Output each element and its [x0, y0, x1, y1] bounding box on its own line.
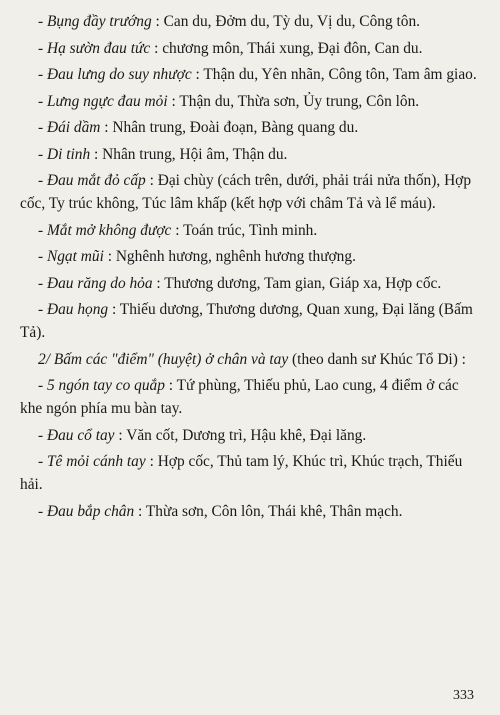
entry [20, 169, 478, 215]
entry-term: - Ngạt mũi [38, 248, 104, 265]
entry-text: : chương môn, Thái xung, Đại đôn, Can du. [150, 39, 423, 57]
entry [20, 63, 478, 86]
entry-text: : Thận du, Yên nhãn, Công tôn, Tam âm giao. [191, 66, 477, 83]
entry-text: : Nhân trung, Hội âm, Thận du. [90, 145, 288, 163]
section-title: 2/ Bấm các "điểm" (huyệt) ở chân và tay [38, 350, 289, 368]
entry-text: : Văn cốt, Dương trì, Hậu khê, Đại lăng. [114, 426, 367, 444]
entry-term: - Bụng đầy trướng [38, 13, 152, 30]
entry-term: - Di tinh [38, 145, 91, 163]
entries-list [20, 10, 478, 526]
entry [20, 272, 478, 295]
section-heading [20, 348, 478, 371]
entry-term: - Đau cổ tay [38, 426, 115, 444]
entry-term: - Đau bắp chân [38, 502, 135, 520]
entry-term: - Lưng ngực đau mỏi [38, 92, 168, 110]
entry-text: : Can du, Đởm du, Tỳ du, Vị du, Công tôn. [151, 13, 421, 30]
entry [20, 10, 478, 33]
entry-term: - Đái dầm [38, 119, 101, 136]
entry-text: : Hợp cốc, Thủ tam lý, Khúc trì, Khúc trạch, Thiếu hải. [20, 453, 463, 493]
entry [20, 424, 478, 447]
entry-text: : Nghênh hương, nghênh hương thượng. [103, 248, 356, 265]
entry-text: : Thiếu dương, Thương dương, Quan xung, Đại lăng (Bấm Tả). [20, 301, 473, 341]
entry [20, 500, 478, 523]
entry [20, 374, 478, 420]
entry-text: : Đại chùy (cách trên, dưới, phải trái nửa thốn), Hợp cốc, Ty trúc không, Túc lâm khấp (kết hợp với châm Tả và lể máu). [20, 172, 472, 212]
entry-text: : Nhân trung, Đoài đoạn, Bàng quang du. [100, 119, 359, 136]
entry [20, 245, 478, 268]
entry-term: - Đau lưng do suy nhược [38, 66, 192, 83]
entry [20, 219, 478, 242]
entry [20, 116, 478, 139]
entry-term: - Đau răng do hỏa [38, 274, 153, 292]
section-note: (theo danh sư Khúc Tổ Di) : [288, 350, 466, 368]
entry [20, 90, 478, 113]
entry-text: : Thương dương, Tam gian, Giáp xa, Hợp cốc. [152, 274, 442, 292]
entry [20, 37, 478, 60]
entry-text: : Thận du, Thừa sơn, Ủy trung, Côn lôn. [167, 92, 420, 110]
entry-term: - 5 ngón tay co quắp [38, 377, 165, 394]
entry-text: : Toán trúc, Tình minh. [171, 221, 318, 239]
entry-term: - Hạ sườn đau tức [38, 39, 151, 57]
entry [20, 450, 478, 496]
entry-text: : Thừa sơn, Côn lôn, Thái khê, Thân mạch. [134, 502, 403, 520]
entry-term: - Mắt mở không được [38, 221, 172, 239]
entry-term: - Đau mắt đỏ cấp [38, 172, 146, 189]
entry-term: - Đau họng [38, 301, 109, 318]
page-number: 333 [453, 688, 474, 703]
entry [20, 298, 478, 344]
entry-text: : Tứ phùng, Thiếu phủ, Lao cung, 4 điểm ở các khe ngón phía mu bàn tay. [20, 377, 459, 417]
entry-term: - Tê mỏi cánh tay [38, 453, 146, 470]
entry [20, 143, 478, 166]
